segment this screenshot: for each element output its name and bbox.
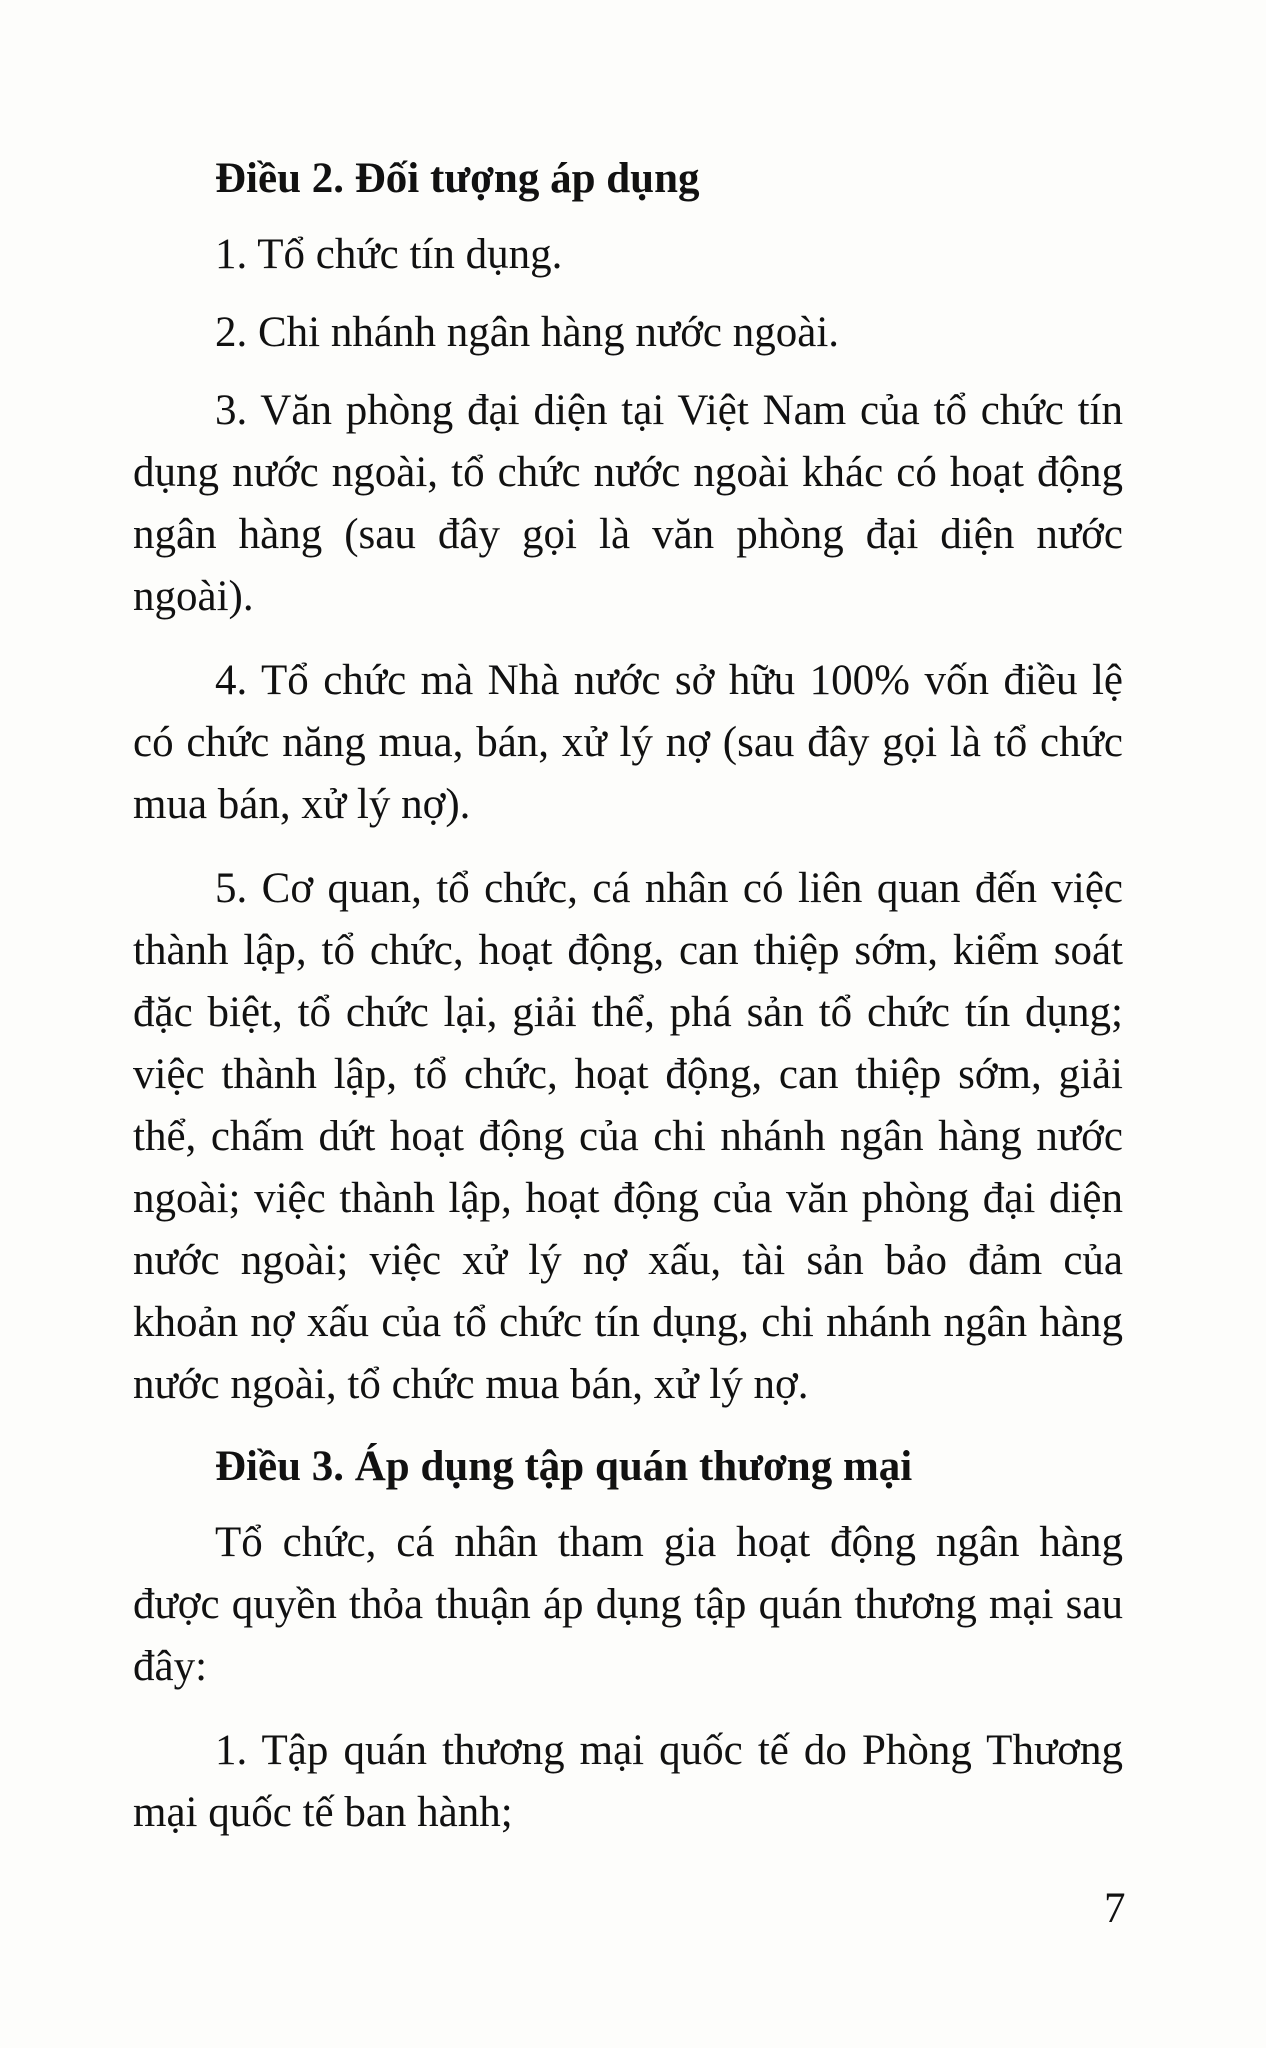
article-2-heading: Điều 2. Đối tượng áp dụng: [215, 155, 700, 202]
article-3-item-1: 1. Tập quán thương mại quốc tế do Phòng Thương mại quốc tế ban hành;: [133, 1727, 1123, 1836]
article-2-item-3: 3. Văn phòng đại diện tại Việt Nam của tổ chức tín dụng nước ngoài, tổ chức nước ngoài khác có hoạt động ngân hàng (sau đây gọi là văn phòng đại diện nước ngoài).: [133, 387, 1123, 620]
document-page: [133, 150, 1123, 1844]
article-2-item-2: 2. Chi nhánh ngân hàng nước ngoài.: [215, 309, 840, 356]
article-2-item-4: 4. Tổ chức mà Nhà nước sở hữu 100% vốn điều lệ có chức năng mua, bán, xử lý nợ (sau đây gọi là tổ chức mua bán, xử lý nợ).: [133, 657, 1123, 828]
article-2-item-1: 1. Tổ chức tín dụng.: [215, 231, 563, 278]
article-3-intro: Tổ chức, cá nhân tham gia hoạt động ngân hàng được quyền thỏa thuận áp dụng tập quán thương mại sau đây:: [133, 1519, 1123, 1690]
article-2-item-5: 5. Cơ quan, tổ chức, cá nhân có liên quan đến việc thành lập, tổ chức, hoạt động, can thiệp sớm, kiểm soát đặc biệt, tổ chức lại, giải thể, phá sản tổ chức tín dụng; việc thành lập, tổ chức, hoạt động, can thiệp sớm, giải thể, chấm dứt hoạt động của chi nhánh ngân hàng nước ngoài; việc thành lập, hoạt động của văn phòng đại diện nước ngoài; việc xử lý nợ xấu, tài sản bảo đảm của khoản nợ xấu của tổ chức tín dụng, chi nhánh ngân hàng nước ngoài, tổ chức mua bán, xử lý nợ.: [133, 865, 1123, 1408]
page-number: 7: [1104, 1885, 1126, 1932]
article-3-heading: Điều 3. Áp dụng tập quán thương mại: [215, 1443, 913, 1490]
